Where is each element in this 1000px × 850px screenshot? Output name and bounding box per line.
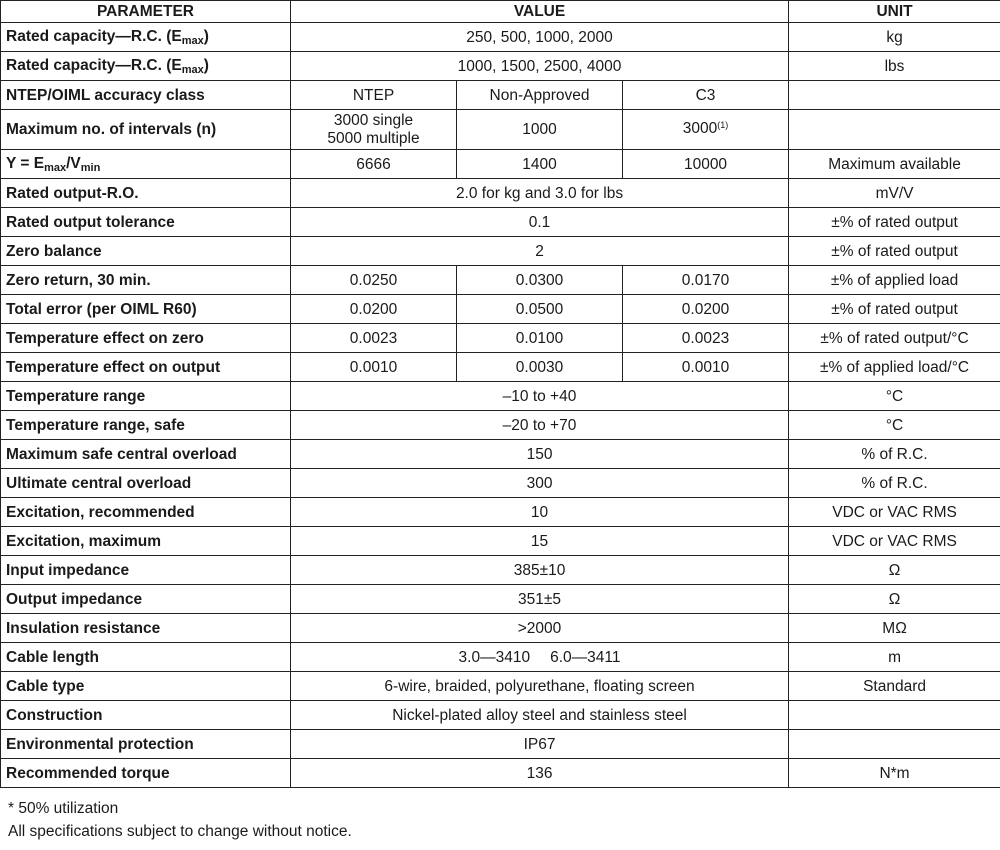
header-parameter: PARAMETER — [1, 1, 291, 23]
table-row — [1, 614, 1000, 643]
parameter-cell: Temperature range, safe — [1, 411, 291, 440]
value-cell: 15 — [291, 527, 789, 556]
value-cell: 1000 — [457, 110, 623, 150]
unit-cell: mV/V — [789, 179, 1000, 208]
unit-cell — [789, 701, 1000, 730]
value-cell: 0.0170 — [623, 266, 789, 295]
parameter-cell: Maximum safe central overload — [1, 440, 291, 469]
parameter-cell: Rated capacity—R.C. (Emax) — [1, 52, 291, 81]
parameter-cell: Input impedance — [1, 556, 291, 585]
parameter-cell: Excitation, maximum — [1, 527, 291, 556]
value-cell: 6666 — [291, 150, 457, 179]
table-row — [1, 643, 1000, 672]
parameter-cell: Temperature effect on output — [1, 353, 291, 382]
value-cell: 0.0300 — [457, 266, 623, 295]
parameter-cell: Rated output tolerance — [1, 208, 291, 237]
unit-cell: VDC or VAC RMS — [789, 498, 1000, 527]
value-cell: –10 to +40 — [291, 382, 789, 411]
unit-cell: Ω — [789, 556, 1000, 585]
unit-cell: % of R.C. — [789, 440, 1000, 469]
utilization-note: * 50% utilization — [8, 800, 119, 817]
table-row — [1, 237, 1000, 266]
parameter-cell: Temperature range — [1, 382, 291, 411]
value-cell: 0.0200 — [291, 295, 457, 324]
parameter-cell: Cable type — [1, 672, 291, 701]
table-row — [1, 498, 1000, 527]
value-cell: 3000$^{(1)}$ — [623, 110, 789, 150]
unit-cell — [789, 110, 1000, 150]
table-row — [1, 469, 1000, 498]
value-cell: 1000, 1500, 2500, 4000 — [291, 52, 789, 81]
parameter-cell: Cable length — [1, 643, 291, 672]
unit-cell: Standard — [789, 672, 1000, 701]
table-row — [1, 556, 1000, 585]
unit-cell — [789, 730, 1000, 759]
table-row — [1, 150, 1000, 179]
parameter-cell: Zero return, 30 min. — [1, 266, 291, 295]
parameter-cell: Total error (per OIML R60) — [1, 295, 291, 324]
value-cell: 1400 — [457, 150, 623, 179]
parameter-cell: Insulation resistance — [1, 614, 291, 643]
unit-cell: ±% of rated output — [789, 237, 1000, 266]
value-cell: 136 — [291, 759, 789, 788]
value-cell: Non-Approved — [457, 81, 623, 110]
value-cell: –20 to +70 — [291, 411, 789, 440]
value-cell: NTEP — [291, 81, 457, 110]
unit-cell: MΩ — [789, 614, 1000, 643]
unit-cell: % of R.C. — [789, 469, 1000, 498]
value-cell: 0.0100 — [457, 324, 623, 353]
value-cell: 2.0 for kg and 3.0 for lbs — [291, 179, 789, 208]
unit-cell — [789, 81, 1000, 110]
parameter-cell: Environmental protection — [1, 730, 291, 759]
table-row — [1, 81, 1000, 110]
value-cell: 0.0250 — [291, 266, 457, 295]
unit-cell: ±% of applied load — [789, 266, 1000, 295]
unit-cell: °C — [789, 382, 1000, 411]
value-cell: C3 — [623, 81, 789, 110]
value-cell: 2 — [291, 237, 789, 266]
parameter-cell: NTEP/OIML accuracy class — [1, 81, 291, 110]
value-cell: 250, 500, 1000, 2000 — [291, 23, 789, 52]
value-cell: Nickel-plated alloy steel and stainless steel — [291, 701, 789, 730]
parameter-cell: Excitation, recommended — [1, 498, 291, 527]
table-row — [1, 672, 1000, 701]
disclaimer-note: All specifications subject to change without notice. — [8, 823, 352, 840]
parameter-cell: Construction — [1, 701, 291, 730]
table-row — [1, 759, 1000, 788]
value-cell: 150 — [291, 440, 789, 469]
unit-cell: Maximum available — [789, 150, 1000, 179]
table-row — [1, 179, 1000, 208]
table-row — [1, 324, 1000, 353]
footnotes — [8, 797, 352, 843]
parameter-cell: Zero balance — [1, 237, 291, 266]
unit-cell: ±% of applied load/°C — [789, 353, 1000, 382]
value-cell: 385±10 — [291, 556, 789, 585]
table-row — [1, 527, 1000, 556]
value-cell: 0.0500 — [457, 295, 623, 324]
value-cell: 0.0023 — [291, 324, 457, 353]
unit-cell: Ω — [789, 585, 1000, 614]
value-cell: 3000 single 5000 multiple — [291, 110, 457, 150]
unit-cell: m — [789, 643, 1000, 672]
parameter-cell: Maximum no. of intervals (n) — [1, 110, 291, 150]
value-cell: 351±5 — [291, 585, 789, 614]
value-cell: 0.0023 — [623, 324, 789, 353]
parameter-cell: Output impedance — [1, 585, 291, 614]
parameter-cell: Rated output-R.O. — [1, 179, 291, 208]
table-row — [1, 730, 1000, 759]
unit-cell: N*m — [789, 759, 1000, 788]
value-cell: IP67 — [291, 730, 789, 759]
unit-cell: ±% of rated output — [789, 208, 1000, 237]
table-row — [1, 295, 1000, 324]
value-cell: 0.1 — [291, 208, 789, 237]
value-cell: 0.0200 — [623, 295, 789, 324]
header-unit: UNIT — [789, 1, 1000, 23]
value-cell: 3.0—3410 6.0—3411 — [291, 643, 789, 672]
table-row — [1, 701, 1000, 730]
parameter-cell: Y = Emax/Vmin — [1, 150, 291, 179]
table-row — [1, 411, 1000, 440]
unit-cell: lbs — [789, 52, 1000, 81]
value-cell: 0.0010 — [291, 353, 457, 382]
header-value: VALUE — [291, 1, 789, 23]
table-row — [1, 585, 1000, 614]
table-row — [1, 440, 1000, 469]
table-row — [1, 110, 1000, 150]
table-row — [1, 353, 1000, 382]
table-row — [1, 266, 1000, 295]
parameter-cell: Temperature effect on zero — [1, 324, 291, 353]
unit-cell: ±% of rated output — [789, 295, 1000, 324]
value-cell: 10 — [291, 498, 789, 527]
value-cell: 0.0010 — [623, 353, 789, 382]
value-cell: 0.0030 — [457, 353, 623, 382]
header-row — [1, 1, 1000, 23]
table-row — [1, 382, 1000, 411]
table-row — [1, 23, 1000, 52]
parameter-cell: Ultimate central overload — [1, 469, 291, 498]
unit-cell: ±% of rated output/°C — [789, 324, 1000, 353]
parameter-cell: Rated capacity—R.C. (Emax) — [1, 23, 291, 52]
table-row — [1, 52, 1000, 81]
value-cell: 10000 — [623, 150, 789, 179]
unit-cell: kg — [789, 23, 1000, 52]
parameter-cell: Recommended torque — [1, 759, 291, 788]
unit-cell: °C — [789, 411, 1000, 440]
table-row — [1, 208, 1000, 237]
value-cell: 6-wire, braided, polyurethane, floating screen — [291, 672, 789, 701]
value-cell: >2000 — [291, 614, 789, 643]
value-cell: 300 — [291, 469, 789, 498]
unit-cell: VDC or VAC RMS — [789, 527, 1000, 556]
